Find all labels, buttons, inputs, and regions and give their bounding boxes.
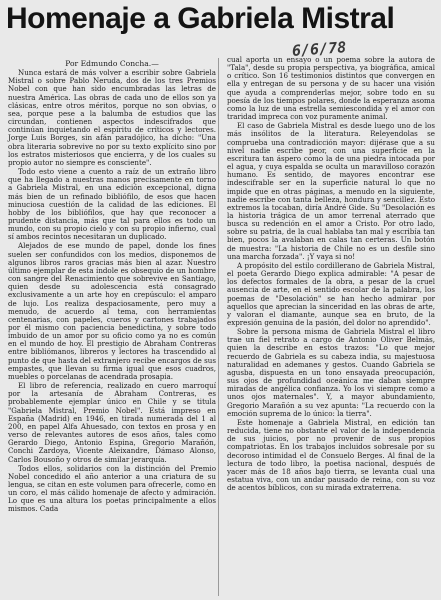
article-paragraph: A propósito del estilo cordillerano de Gabriela Mistral, el poeta Gerardo Diego explica admirable: "A pesar de los defectos formales de la obra, a pesar de la cruel ausencia de arte, en el sentido escolar de la palabra, los poemas de "Desolación" se han hecho admirar por aquellos que aprecian la sinceridad en las obras de arte, y valoran el diamante, aunque sea en bruto, de la expresión genuina de la pasión, del dolor no aprendido". bbox=[227, 260, 435, 327]
article-column-left bbox=[8, 60, 216, 514]
article-paragraph: Este homenaje a Gabriela Mistral, en edición tan reducida, tiene no obstante el valor de la independencia de sus juicios, por no provenir de sus propios compatriotas. En los trabajos incluidos sobresale por su decoroso intimidad el de Consuelo Berges. Al final de la lectura de todo libro, la poetisa nacional, después de yacer más de 18 años bajo tierra, se levanta cual una estatua viva, con un andar pausado de reina, con su voz de acentos bíblicos, con su mirada extraterrena. bbox=[227, 417, 435, 493]
article-paragraph: Todos ellos, solidarios con la distinción del Premio Nobel concedido el año anterior a una criatura de su lengua, se citan en este volumen para ofrecerle, como en un coro, el más cálido homenaje de afecto y admiración. Lo que es una altura los poetas principalmente a ellos mismos. Cada bbox=[8, 463, 216, 514]
article-paragraph: cual aporta un ensayo o un poema sobre la autora de "Tala", desde su propia perspectiva, ya biográfica, amical o crítico. Son 16 testimonios distintos que convergen en ella y entregan de su persona y de su hacer una visión que ayuda a comprenderlas mejor, sobre todo en su poesía de los tiempos polares, donde la esperanza asoma como la luz de una estrella semiescondida y el amor con traridad impreca con voz puramente animal. bbox=[227, 55, 435, 122]
article-paragraph: Sobre la persona misma de Gabriela Mistral el libro trae un fiel retrato a cargo de Antonio Oliver Belmás, quien la describe en estos trazos: "Lo que mejor recuerdo de Gabriela es su cabeza india, su majestuosa naturalidad en ademanes y gestos. Cuando Gabriela se agusba, dispuesta en un tono ensayada preocupación, sus ojos de profundidad oceánica me daban siempre miradas de angélica confianza. Yo los vi siempre como a unos ojos maternales". Y, a mayor abundamiento, Gregorio Marañón a su vez apunta: "La recuerdo con la emoción suprema de lo único: la tierra". bbox=[227, 327, 435, 418]
article-byline: Por Edmundo Concha.— bbox=[65, 59, 159, 68]
article-paragraph: El libro de referencia, realizado en cuero marroquí por la artesanía de Abraham Contreras, es probablemente ejemplar único en Chile y se titula "Gabriela Mistral, Premio Nobel". Está impreso en España (Madrid) en 1946, en tirada numerada del 1 al 200, en papel Alfa Ahuesado, con textos en prosa y en verso de relevantes autores de esos años, tales como Gerardo Diego, Antonio Espina, Gregorio Marañón, Conchi Zardoya, Vicente Aleixandre, Dámaso Alonso, Carlos Bousoño y otros de similar jerarquía. bbox=[8, 381, 216, 464]
article-paragraph: Alejados de ese mundo de papel, donde los fines suelen ser confundidos con los medios, disponemos de algunos libros raros gracias más bien al azar. Nuestro último ejemplar de esta índole es obsequio de un hombre con sangre del Renacimiento que sobrevive en Santiago, quien desde su adolescencia está consagrado exclusivamente a un arte hoy en crepúsculo: el amparo de lujo. Los realiza despaciosamente, pero muy a menudo, de acuerdo al tema, con herramientas centenarias, con papeles, cueros y cartones trabajados por él mismo con paciencia benedictina, y sobre todo imbuido de un amor por su oficio como ya no es común en el mundo de hoy. El prestigio de Abraham Contreras entre bibliómanos, libreros y lectores ha trascendido al punto de que hasta del extranjero recibe encargos de sus empastes, que llevan su firma igual que esos cuadros, muebles o porcelanas de acendrada prosapia. bbox=[8, 241, 216, 381]
article-column-right bbox=[227, 56, 435, 492]
column-divider bbox=[218, 58, 219, 596]
handwritten-date: 6/6/78 bbox=[291, 38, 347, 60]
article-paragraph: El caso de Gabriela Mistral es desde luego uno de los más insólitos de la literatura. Releyendolas se comprueba una contradicción mayor: dijérase que a su nivel nadie escribe peor, con una superficie en la escritura tan áspero como la de una piedra intocada por el agua, y cuya espalda se oculta un maravilloso corazón humano. Es sentido, de mayores encontrar ese indescifrable ser en la superficie natural lo que no impide que en otras páginas, a menudo en la siguiente, nadie escribe con tanta belleza, hondura y sencillez. Esto extremos la tocaban, diría André Gide. Su "Desolación es la historia trágica de un amor terrenal aterrado que busca su redención en el amor a Cristo. Por otro lado, sobre su patria, de la cual hablaba tan mal y escribía tan bien, pocos la avalaban en calas tan certeras. Un botón de muestra: "La historia de Chile no es un desfile sino una marcha forzada". ¡Y vaya si no! bbox=[227, 121, 435, 261]
article-paragraph: Todo esto viene a cuento a raíz de un extraño libro que ha llegado a nuestras manos precisamente en torno a Gabriela Mistral, en una edición excepcional, digna más bien de un refinado bibliófilo, de esos que hacen minuciosa cuestión de la calidad de las ediciones. El hobby de los bibliófilos, que hay que reconocer a prudente distancia, más que tal para ellos es todo un mundo, con su propio cielo y con su propio infierno, cual sí ambos recintos necesitaran un duplicado. bbox=[8, 167, 216, 242]
article-paragraph: Nunca estará de más volver a escribir sobre Gabriela Mistral o sobre Pablo Neruda, dos de los tres Premios Nobel con que han sido encumbradas las letras de nuestra América. Las obras de cada uno de ellos son ya clásicas, entre otros méritos, porque no son obvias, o sea, porque pese a la balumba de estudios que las circundan, contienen aspectos indescifrados que continúan inquietando el espíritu de críticos y lectores. Jorge Luis Borges, sin afán paradójico, ha dicho: "Una obra literaria sobrevive no por su texto explícito sino por los estratos misteriosos que encierra, y de los cuales su propio autor no siempre es consciente". bbox=[8, 68, 216, 167]
article-headline: Homenaje a Gabriela Mistral bbox=[6, 2, 395, 35]
